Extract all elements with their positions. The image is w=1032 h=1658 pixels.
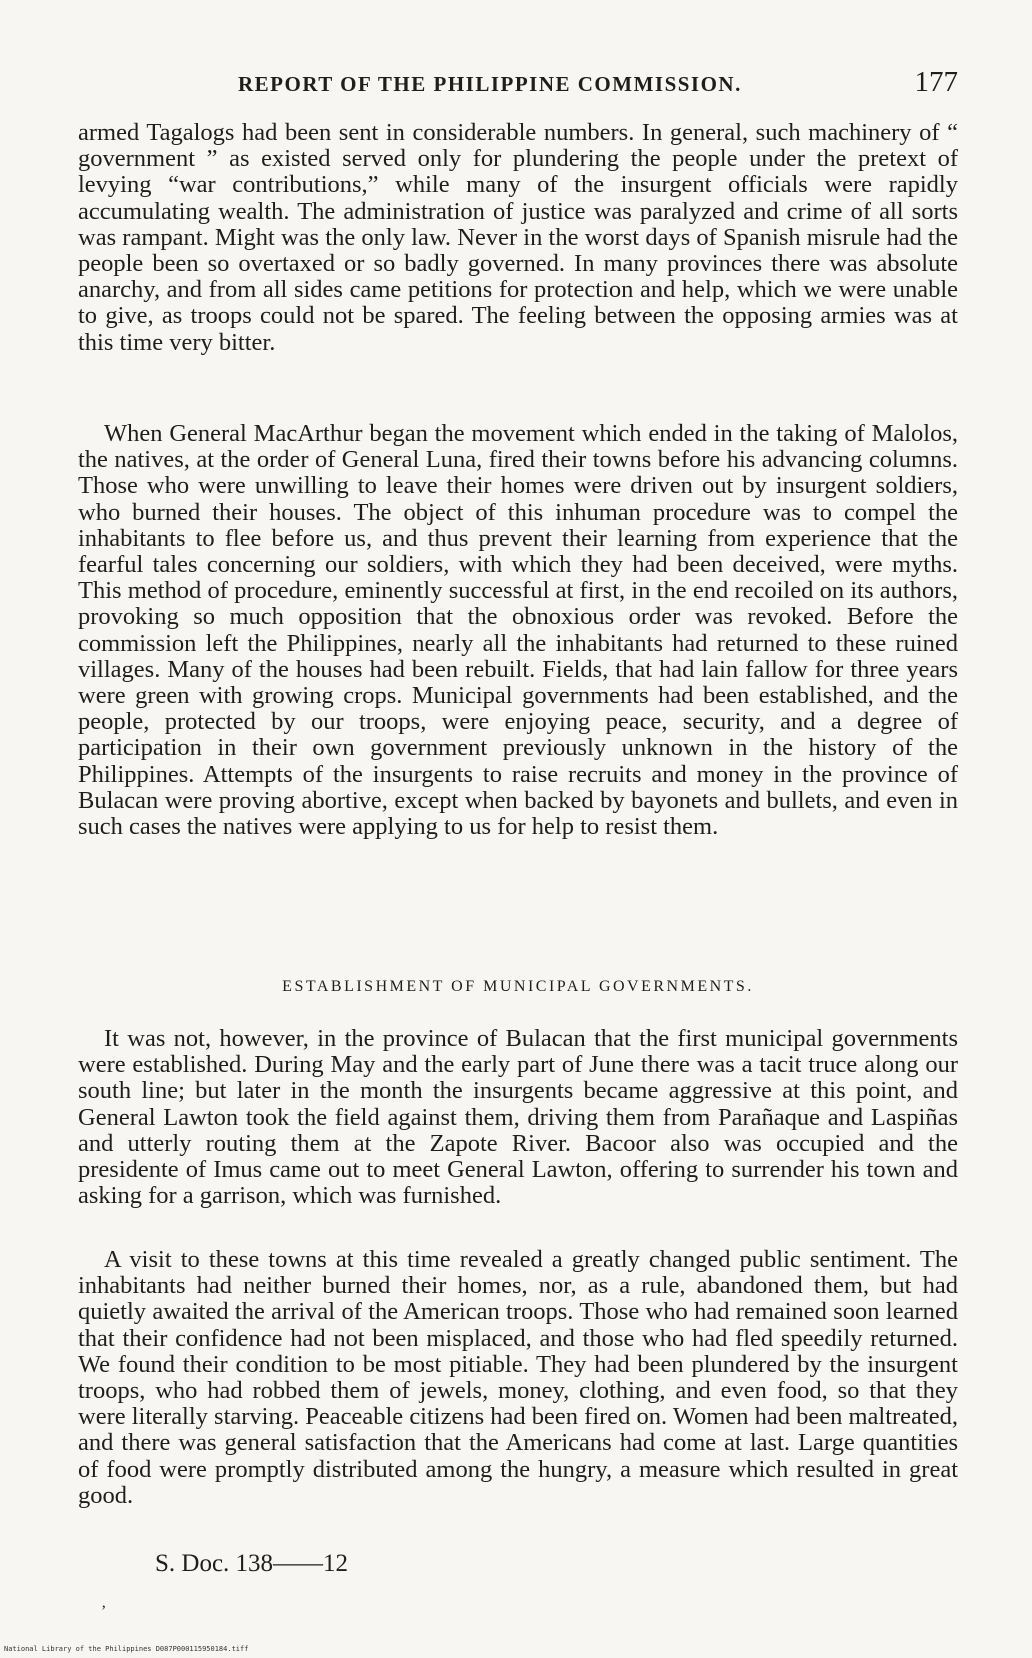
scan-caption: National Library of the Philippines D087P000115950184.tiff <box>4 1645 249 1653</box>
paragraph-4: A visit to these towns at this time revealed a greatly changed public sentiment. The inhabitants had neither burned their homes, nor, as a rule, abandoned them, but had quietly awaited the arrival of the American troops. Those who had remained soon learned that their confidence had not been misplaced, and those who had fled speedily returned. We found their condition to be most pitiable. They had been plundered by the insurgent troops, who had robbed them of jewels, money, clothing, and even food, so that they were literally starving. Peaceable citizens had been fired on. Women had been maltreated, and there was general satisfaction that the Americans had come at last. Large quantities of food were promptly distributed among the hungry, a measure which resulted in great good. <box>78 1246 958 1509</box>
section-heading: ESTABLISHMENT OF MUNICIPAL GOVERNMENTS. <box>282 978 754 995</box>
paragraph-3: It was not, however, in the province of Bulacan that the first municipal governments were established. During May and the early part of June there was a tacit truce along our south line; but later in the month the insurgents became aggressive at this point, and General Lawton took the field against them, driving them from Parañaque and Laspiñas and utterly routing them at the Zapote River. Bacoor also was occupied and the presidente of Imus came out to meet General Lawton, offering to surrender his town and asking for a garrison, which was furnished. <box>78 1025 958 1210</box>
document-reference: S. Doc. 138——12 <box>155 1550 349 1577</box>
running-head <box>78 66 958 106</box>
paragraph-1: armed Tagalogs had been sent in considerable numbers. In general, such machinery of “ government ” as existed served only for plundering the people under the pretext of levying “war contributions,” while many of the insurgent officials were rapidly accumulating wealth. The administration of justice was paralyzed and crime of all sorts was rampant. Might was the only law. Never in the worst days of Spanish misrule had the people been so overtaxed or so badly governed. In many provinces there was absolute anarchy, and from all sides came petitions for protection and help, which we were unable to give, as troops could not be spared. The feeling between the opposing armies was at this time very bitter. <box>78 119 958 356</box>
stray-mark: ʼ <box>101 1603 107 1620</box>
paragraph-2: When General MacArthur began the movement which ended in the taking of Malolos, the natives, at the order of General Luna, fired their towns before his advancing columns. Those who were unwilling to leave their homes were driven out by insurgent soldiers, who burned their houses. The object of this inhuman procedure was to compel the inhabitants to flee before us, and thus prevent their learning from experience that the fearful tales concerning our soldiers, with which they had been deceived, were myths. This method of procedure, eminently successful at first, in the end recoiled on its authors, provoking so much opposition that the obnoxious order was revoked. Before the commission left the Philippines, nearly all the inhabitants had returned to these ruined villages. Many of the houses had been rebuilt. Fields, that had lain fallow for three years were green with growing crops. Municipal governments had been established, and the people, protected by our troops, were enjoying peace, security, and a degree of participation in their own government previously unknown in the history of the Philippines. Attempts of the insurgents to raise recruits and money in the province of Bulacan were proving abortive, except when backed by bayonets and bullets, and even in such cases the natives were applying to us for help to resist them. <box>78 420 958 841</box>
page-number: 177 <box>914 66 958 98</box>
running-title: REPORT OF THE PHILIPPINE COMMISSION. <box>238 72 742 96</box>
